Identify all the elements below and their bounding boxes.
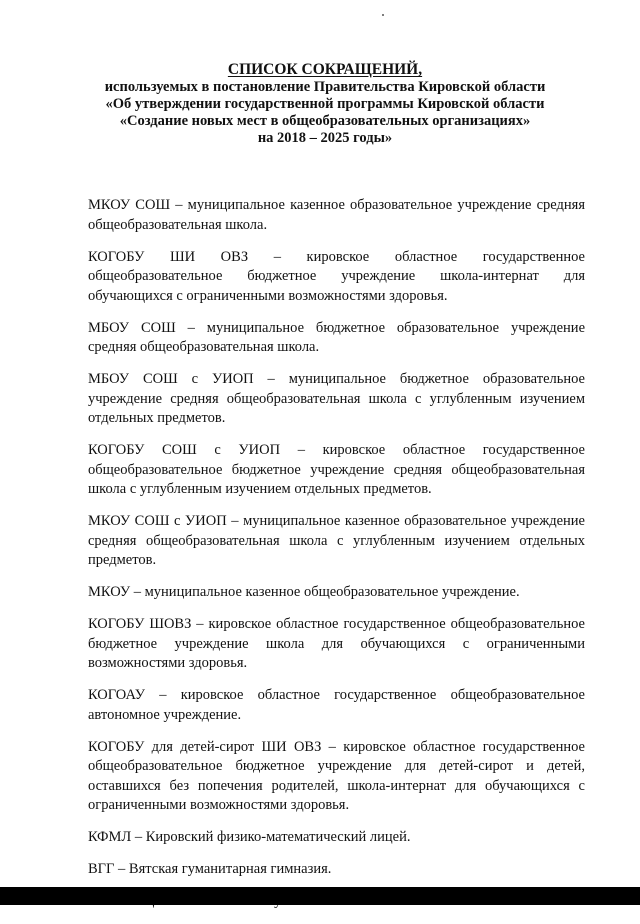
header-line: на 2018 – 2025 годы» bbox=[257, 130, 393, 146]
abbreviation-entry: МБОУ СОШ с УИОП – муниципальное бюджетное образовательное учреждение средняя общеобразовательная школа с углубленным изучением отдельных предметов. bbox=[88, 371, 585, 426]
document-header bbox=[60, 60, 590, 147]
abbreviation-entry: МКОУ СОШ с УИОП – муниципальное казенное образовательное учреждение средняя общеобразовательная школа с углубленным изучением отдельных предметов. bbox=[88, 513, 585, 568]
abbreviation-entry: КФМЛ – Кировский физико-математический лицей. bbox=[88, 829, 411, 845]
abbreviation-entry: ВГГ – Вятская гуманитарная гимназия. bbox=[88, 861, 332, 877]
abbreviation-entry: КОГОБУ ШИ ОВЗ – кировское областное государственное общеобразовательное бюджетное учреждение школа-интернат для обучающихся с ограниченными возможностями здоровья. bbox=[88, 248, 585, 304]
abbreviation-entry: МКОУ – муниципальное казенное общеобразовательное учреждение. bbox=[88, 584, 520, 600]
document-title: СПИСОК СОКРАЩЕНИЙ, bbox=[227, 61, 423, 78]
abbreviation-entry: МКОУ СОШ – муниципальное казенное образовательное учреждение средняя общеобразовательная школа. bbox=[88, 197, 585, 233]
abbreviation-entry: КОГОБУ ШОВЗ – кировское областное государственное общеобразовательное бюджетное учреждение школа для обучающихся с ограниченными возможностями здоровья. bbox=[88, 616, 585, 671]
abbreviation-entry: МБОУ СОШ – муниципальное бюджетное образовательное учреждение средняя общеобразовательная школа. bbox=[88, 319, 585, 355]
abbreviation-list bbox=[88, 196, 585, 924]
abbreviation-entry: КОГОБУ СОШ с УИОП – кировское областное государственное общеобразовательное бюджетное учреждение средняя общеобразовательная школа с углубленным изучением отдельных предметов. bbox=[88, 442, 585, 497]
abbreviation-entry: КОГОБУ для детей-сирот ШИ ОВЗ – кировское областное государственное общеобразовательное бюджетное учреждение для детей-сирот и детей, оставшихся без попечения родителей, школа-интернат для обучающихся с ограниченными возможностями здоровья. bbox=[88, 738, 585, 813]
abbreviation-entry: КОГОАУ – кировское областное государственное общеобразовательное автономное учреждение. bbox=[88, 687, 585, 723]
header-line: «Об утверждении государственной программы Кировской области bbox=[105, 96, 545, 112]
scan-speck bbox=[382, 14, 384, 16]
header-line: «Создание новых мест в общеобразовательных организациях» bbox=[119, 113, 531, 129]
scan-edge-bar bbox=[0, 887, 640, 905]
header-line: используемых в постановление Правительства Кировской области bbox=[104, 79, 546, 95]
